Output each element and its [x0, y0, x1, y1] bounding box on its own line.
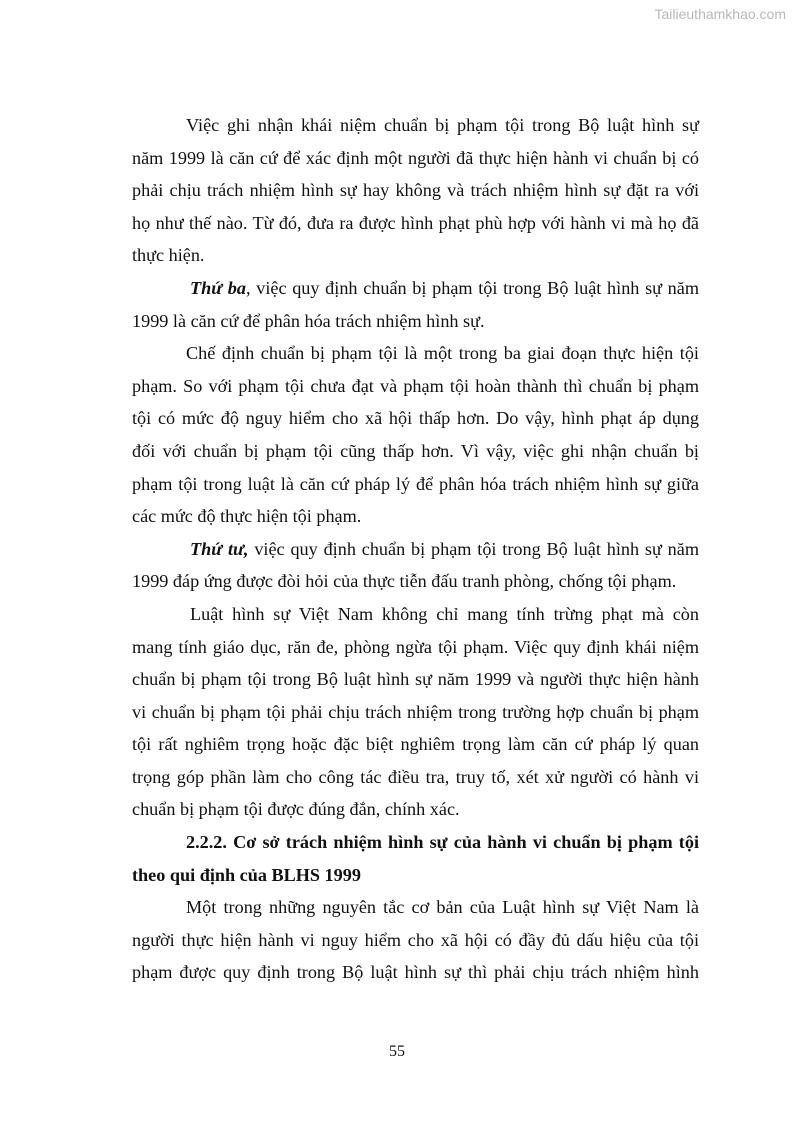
text-line: phải chịu trách nhiệm hình sự hay không và trách nhiệm hình sự đặt ra với	[132, 180, 699, 201]
paragraph	[132, 109, 699, 272]
text-fragment: việc quy định chuẩn bị phạm tội trong Bộ luật hình sự năm	[248, 538, 699, 559]
heading-line: 2.2.2. Cơ sở trách nhiệm hình sự của hành vi chuẩn bị phạm tội	[186, 832, 699, 853]
text-fragment: , việc quy định chuẩn bị phạm tội trong Bộ luật hình sự năm	[246, 277, 699, 298]
text-line: mang tính giáo dục, răn đe, phòng ngừa tội phạm. Việc quy định khái niệm	[132, 636, 699, 657]
paragraph	[132, 272, 699, 337]
text-line: phạm được quy định trong Bộ luật hình sự thì phải chịu trách nhiệm hình	[132, 962, 699, 983]
text-line: phạm tội trong luật là căn cứ pháp lý để phân hóa trách nhiệm hình sự giữa	[132, 473, 699, 494]
text-line: tội rất nghiêm trọng hoặc đặc biệt nghiêm trọng làm căn cứ pháp lý quan	[132, 734, 699, 755]
text-line: Chế định chuẩn bị phạm tội là một trong ba giai đoạn thực hiện tội	[186, 343, 699, 364]
emphasis-text: Thứ tư,	[190, 538, 249, 559]
paragraph	[132, 337, 699, 533]
text-line	[132, 533, 699, 566]
text-line: năm 1999 là căn cứ để xác định một người đã thực hiện hành vi chuẩn bị có	[132, 147, 699, 168]
text-line: Luật hình sự Việt Nam không chỉ mang tính trừng phạt mà còn	[190, 603, 699, 624]
text-line: Việc ghi nhận khái niệm chuẩn bị phạm tội trong Bộ luật hình sự	[186, 115, 699, 135]
text-line	[132, 272, 699, 305]
heading-line: theo qui định của BLHS 1999	[132, 864, 361, 885]
watermark: Tailieuthamkhao.com	[654, 6, 786, 22]
text-line: chuẩn bị phạm tội được đúng đắn, chính xác.	[132, 799, 460, 820]
page-number: 55	[389, 1043, 405, 1060]
text-line: phạm. So với phạm tội chưa đạt và phạm tội hoàn thành thì chuẩn bị phạm	[132, 375, 699, 396]
emphasis-text: Thứ ba	[190, 277, 246, 298]
document-body	[132, 109, 699, 989]
text-line: tội có mức độ nguy hiểm cho xã hội thấp hơn. Do vậy, hình phạt áp dụng	[132, 408, 699, 429]
paragraph	[132, 598, 699, 826]
text-line: Một trong những nguyên tắc cơ bản của Luật hình sự Việt Nam là	[186, 897, 699, 918]
section-heading	[132, 826, 699, 891]
text-line: các mức độ thực hiện tội phạm.	[132, 506, 362, 527]
paragraph	[132, 533, 699, 598]
paragraph	[132, 891, 699, 989]
text-line: người thực hiện hành vi nguy hiểm cho xã hội có đầy đủ dấu hiệu của tội	[132, 929, 699, 950]
text-line: 1999 đáp ứng được đòi hỏi của thực tiễn đấu tranh phòng, chống tội phạm.	[132, 571, 677, 592]
text-line: đối với chuẩn bị phạm tội cũng thấp hơn. Vì vậy, việc ghi nhận chuẩn bị	[132, 440, 699, 461]
text-line: chuẩn bị phạm tội trong Bộ luật hình sự năm 1999 và người thực hiện hành	[132, 669, 699, 690]
text-line: 1999 là căn cứ để phân hóa trách nhiệm hình sự.	[132, 310, 485, 331]
text-line: họ như thế nào. Từ đó, đưa ra được hình phạt phù hợp với hành vi mà họ đã	[132, 212, 699, 233]
text-line: trọng góp phần làm cho công tác điều tra, truy tố, xét xử người có hành vi	[132, 766, 699, 787]
text-line: vi chuẩn bị phạm tội phải chịu trách nhiệm trong trường hợp chuẩn bị phạm	[132, 701, 699, 722]
text-line: thực hiện.	[132, 245, 205, 266]
